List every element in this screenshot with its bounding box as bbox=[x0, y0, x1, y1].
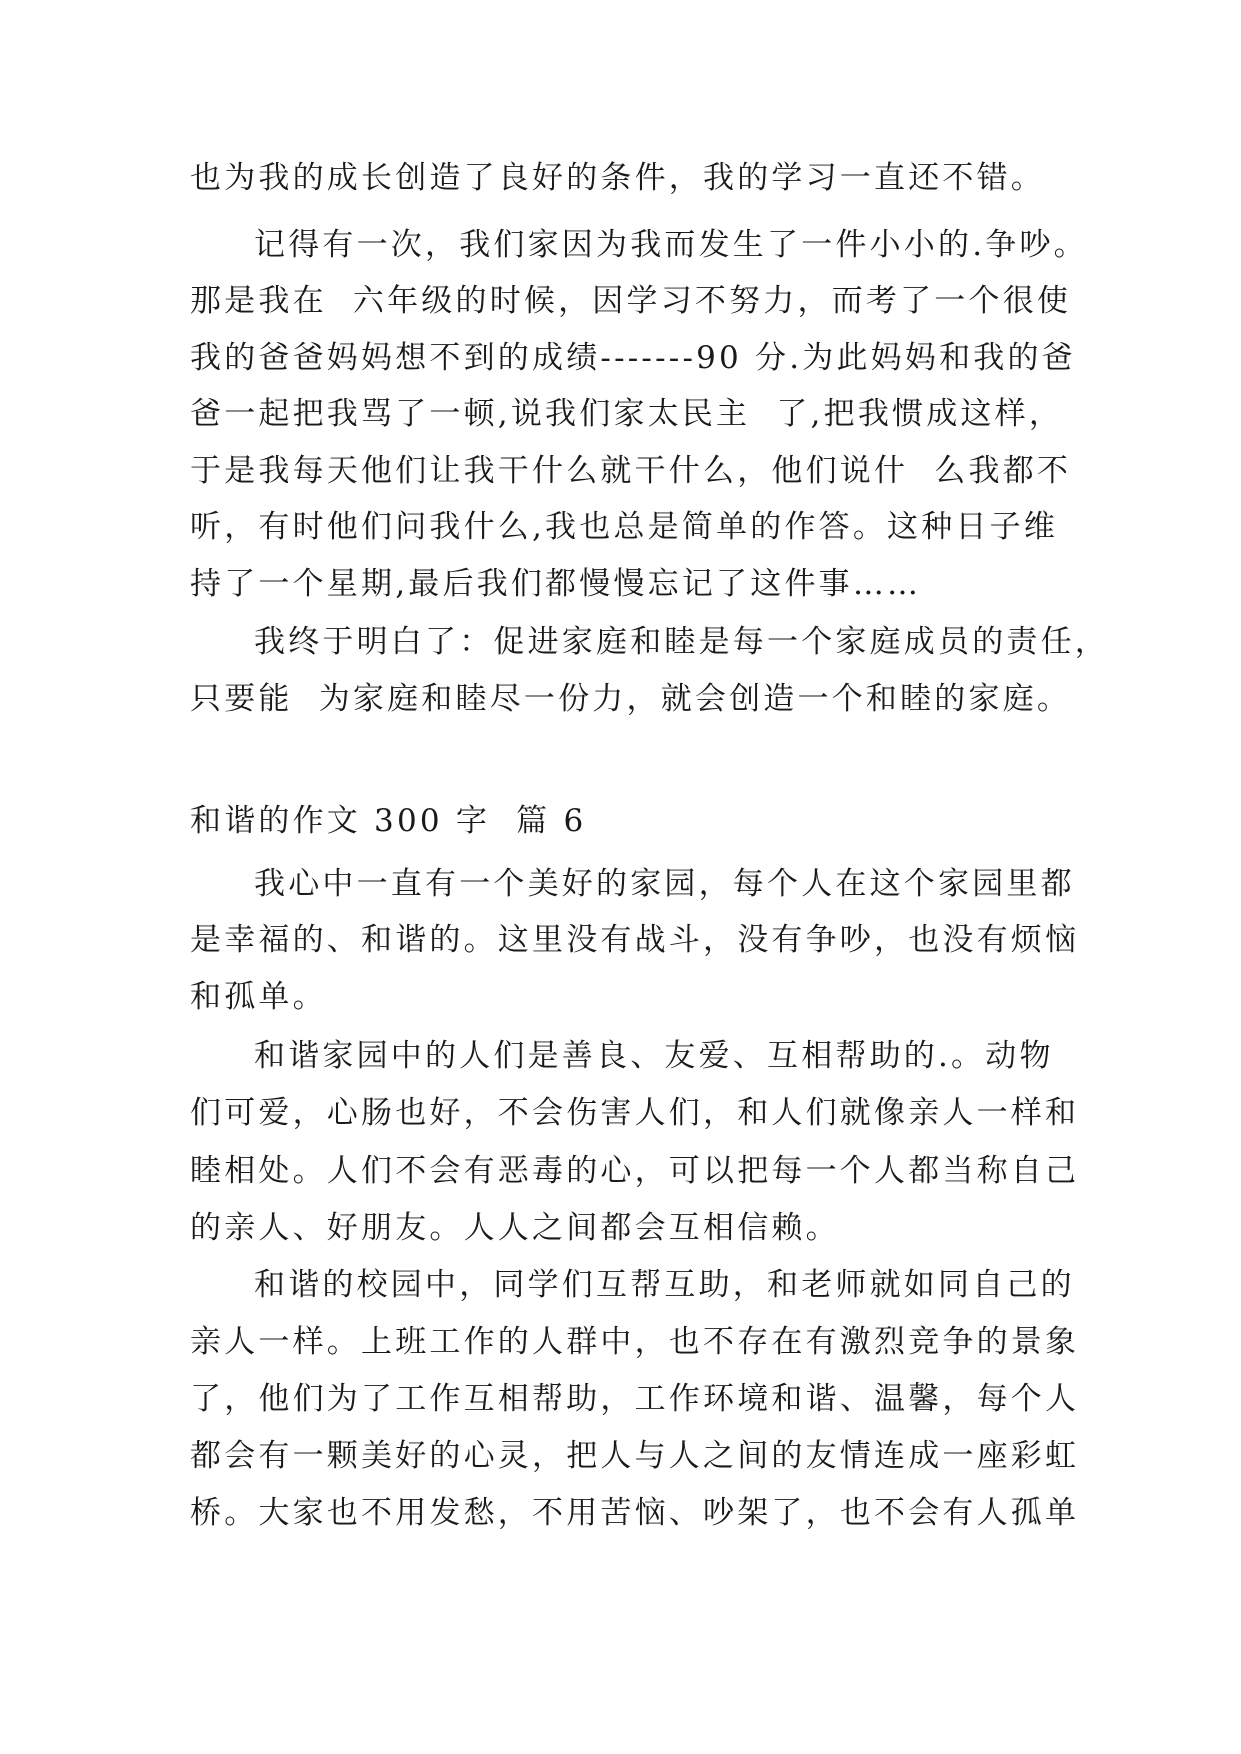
text-line: 持了一个星期,最后我们都慢慢忘记了这件事…… bbox=[190, 566, 922, 602]
text-line: 睦相处。人们不会有恶毒的心，可以把每一个人都当称自己 bbox=[190, 1153, 1080, 1189]
section-heading: 和谐的作文 300 字 篇 6 bbox=[190, 803, 587, 839]
text-line: 是幸福的、和谐的。这里没有战斗，没有争吵，也没有烦恼 bbox=[190, 922, 1080, 958]
text-line: 那是我在 六年级的时候，因学习不努力，而考了一个很使 bbox=[190, 283, 1072, 319]
text-line: 我的爸爸妈妈想不到的成绩-------90 分.为此妈妈和我的爸 bbox=[190, 340, 1076, 376]
text-line: 只要能 为家庭和睦尽一份力，就会创造一个和睦的家庭。 bbox=[190, 681, 1072, 717]
text-line: 也为我的成长创造了良好的条件，我的学习一直还不错。 bbox=[190, 160, 1045, 196]
text-line: 桥。大家也不用发愁，不用苦恼、吵架了，也不会有人孤单 bbox=[190, 1495, 1080, 1531]
text-line: 都会有一颗美好的心灵，把人与人之间的友情连成一座彩虹 bbox=[190, 1438, 1080, 1474]
text-line: 亲人一样。上班工作的人群中，也不存在有激烈竞争的景象 bbox=[190, 1324, 1080, 1360]
text-line: 们可爱，心肠也好，不会伤害人们，和人们就像亲人一样和 bbox=[190, 1095, 1080, 1131]
text-line: 的亲人、好朋友。人人之间都会互相信赖。 bbox=[190, 1210, 840, 1246]
text-line: 听，有时他们问我什么,我也总是简单的作答。这种日子维 bbox=[190, 509, 1059, 545]
text-line: 爸一起把我骂了一顿,说我们家太民主 了,把我惯成这样， bbox=[190, 396, 1064, 432]
text-line: 记得有一次，我们家因为我而发生了一件小小的.争吵。 bbox=[254, 227, 1088, 263]
text-line: 和谐家园中的人们是善良、友爱、互相帮助的.。动物 bbox=[254, 1038, 1054, 1074]
text-line: 我心中一直有一个美好的家园，每个人在这个家园里都 bbox=[254, 866, 1075, 902]
text-line: 于是我每天他们让我干什么就干什么，他们说什 么我都不 bbox=[190, 453, 1072, 489]
text-line: 和孤单。 bbox=[190, 979, 327, 1015]
text-line: 了，他们为了工作互相帮助，工作环境和谐、温馨，每个人 bbox=[190, 1381, 1080, 1417]
text-line: 我终于明白了：促进家庭和睦是每一个家庭成员的责任， bbox=[254, 624, 1109, 660]
text-line: 和谐的校园中，同学们互帮互助，和老师就如同自己的 bbox=[254, 1267, 1075, 1303]
